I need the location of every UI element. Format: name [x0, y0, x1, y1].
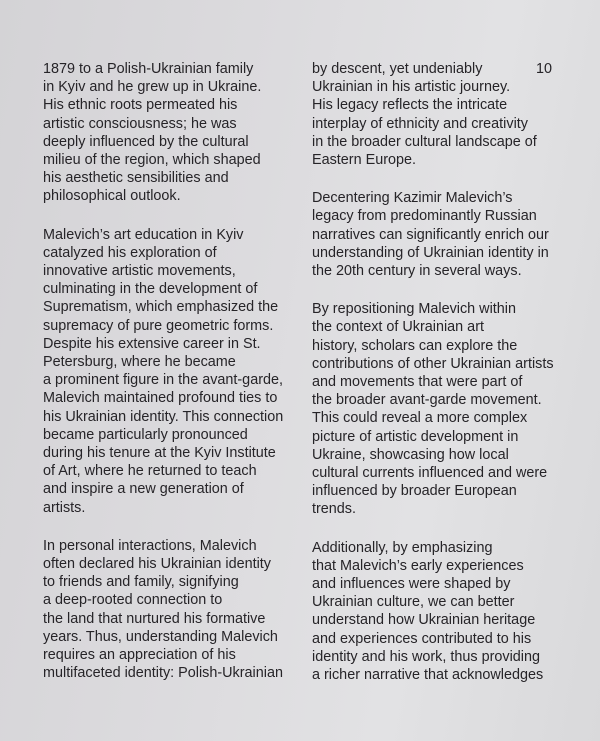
text-line: Decentering Kazimir Malevich’s	[312, 190, 513, 207]
paragraph	[43, 537, 308, 683]
text-line: legacy from predominantly Russian	[312, 208, 537, 225]
text-line: years. Thus, understanding Malevich	[43, 628, 278, 645]
text-line: catalyzed his exploration of	[43, 244, 217, 261]
paragraph	[312, 300, 577, 518]
text-line: In personal interactions, Malevich	[43, 537, 257, 554]
text-line: a richer narrative that acknowledges	[312, 667, 544, 684]
text-line: Malevich maintained profound ties to	[43, 390, 278, 407]
text-line: philosophical outlook.	[43, 188, 181, 205]
text-line: Suprematism, which emphasized the	[43, 299, 279, 316]
text-line: artists.	[43, 499, 86, 516]
text-line: often declared his Ukrainian identity	[43, 556, 271, 573]
text-line: milieu of the region, which shaped	[43, 152, 261, 169]
text-line: multifaceted identity: Polish-Ukrainian	[43, 665, 283, 682]
text-line: his aesthetic sensibilities and	[43, 170, 229, 187]
text-line: Additionally, by emphasizing	[312, 539, 493, 556]
text-line: artistic consciousness; he was	[43, 115, 237, 132]
paragraph	[312, 539, 577, 685]
text-line: a deep-rooted connection to	[43, 592, 223, 609]
text-line: culminating in the development of	[43, 281, 258, 298]
text-line: understand how Ukrainian heritage	[312, 612, 536, 629]
text-line: interplay of ethnicity and creativity	[312, 115, 528, 132]
text-line: By repositioning Malevich within	[312, 301, 516, 318]
paragraph	[43, 60, 308, 206]
text-line: and influences were shaped by	[312, 576, 511, 593]
text-line: influenced by broader European	[312, 483, 517, 500]
text-line: history, scholars can explore the	[312, 337, 518, 354]
text-line: to friends and family, signifying	[43, 574, 239, 591]
page-number: 10	[536, 61, 553, 77]
text-line: that Malevich’s early experiences	[312, 557, 524, 574]
text-line: the land that nurtured his formative	[43, 610, 266, 627]
text-line: and experiences contributed to his	[312, 630, 532, 647]
text-line: in Kyiv and he grew up in Ukraine.	[43, 79, 262, 96]
text-line: supremacy of pure geometric forms.	[43, 317, 274, 334]
text-line: in the broader cultural landscape of	[312, 133, 537, 150]
text-line: picture of artistic development in	[312, 428, 519, 445]
paragraph	[43, 226, 308, 517]
text-line: This could reveal a more complex	[312, 410, 528, 427]
text-line: of Art, where he returned to teach	[43, 463, 257, 480]
text-line: during his tenure at the Kyiv Institute	[43, 445, 276, 462]
text-line: His legacy reflects the intricate	[312, 97, 508, 114]
text-line: deeply influenced by the cultural	[43, 133, 249, 150]
text-line: 1879 to a Polish-Ukrainian family	[43, 61, 254, 77]
text-line: by descent, yet undeniably	[312, 61, 483, 77]
text-line: and movements that were part of	[312, 374, 523, 391]
text-line: trends.	[312, 501, 356, 518]
text-line: and inspire a new generation of	[43, 481, 244, 498]
text-line: Ukraine, showcasing how local	[312, 446, 509, 463]
text-line: contributions of other Ukrainian artists	[312, 355, 554, 372]
text-line: Ukrainian culture, we can better	[312, 594, 515, 611]
text-line: Petersburg, where he became	[43, 354, 236, 371]
text-line: became particularly pronounced	[43, 426, 248, 443]
paragraph	[312, 189, 577, 280]
text-line: innovative artistic movements,	[43, 263, 236, 280]
text-line: a prominent figure in the avant-garde,	[43, 372, 283, 389]
text-line: Malevich’s art education in Kyiv	[43, 226, 244, 243]
text-line: the 20th century in several ways.	[312, 263, 522, 280]
text-line: narratives can significantly enrich our	[312, 226, 549, 243]
text-line: Despite his extensive career in St.	[43, 335, 261, 352]
text-line: Ukrainian in his artistic journey.	[312, 79, 511, 96]
text-line: understanding of Ukrainian identity in	[312, 244, 549, 261]
text-line: cultural currents influenced and were	[312, 465, 548, 482]
text-line: Eastern Europe.	[312, 152, 416, 169]
right-text-column	[312, 60, 577, 704]
text-line: requires an appreciation of his	[43, 647, 236, 664]
text-line: His ethnic roots permeated his	[43, 97, 238, 114]
text-line: identity and his work, thus providing	[312, 648, 540, 665]
left-text-column	[43, 60, 308, 703]
text-line: the context of Ukrainian art	[312, 319, 484, 336]
text-line: the broader avant-garde movement.	[312, 392, 542, 409]
text-line: his Ukrainian identity. This connection	[43, 408, 284, 425]
